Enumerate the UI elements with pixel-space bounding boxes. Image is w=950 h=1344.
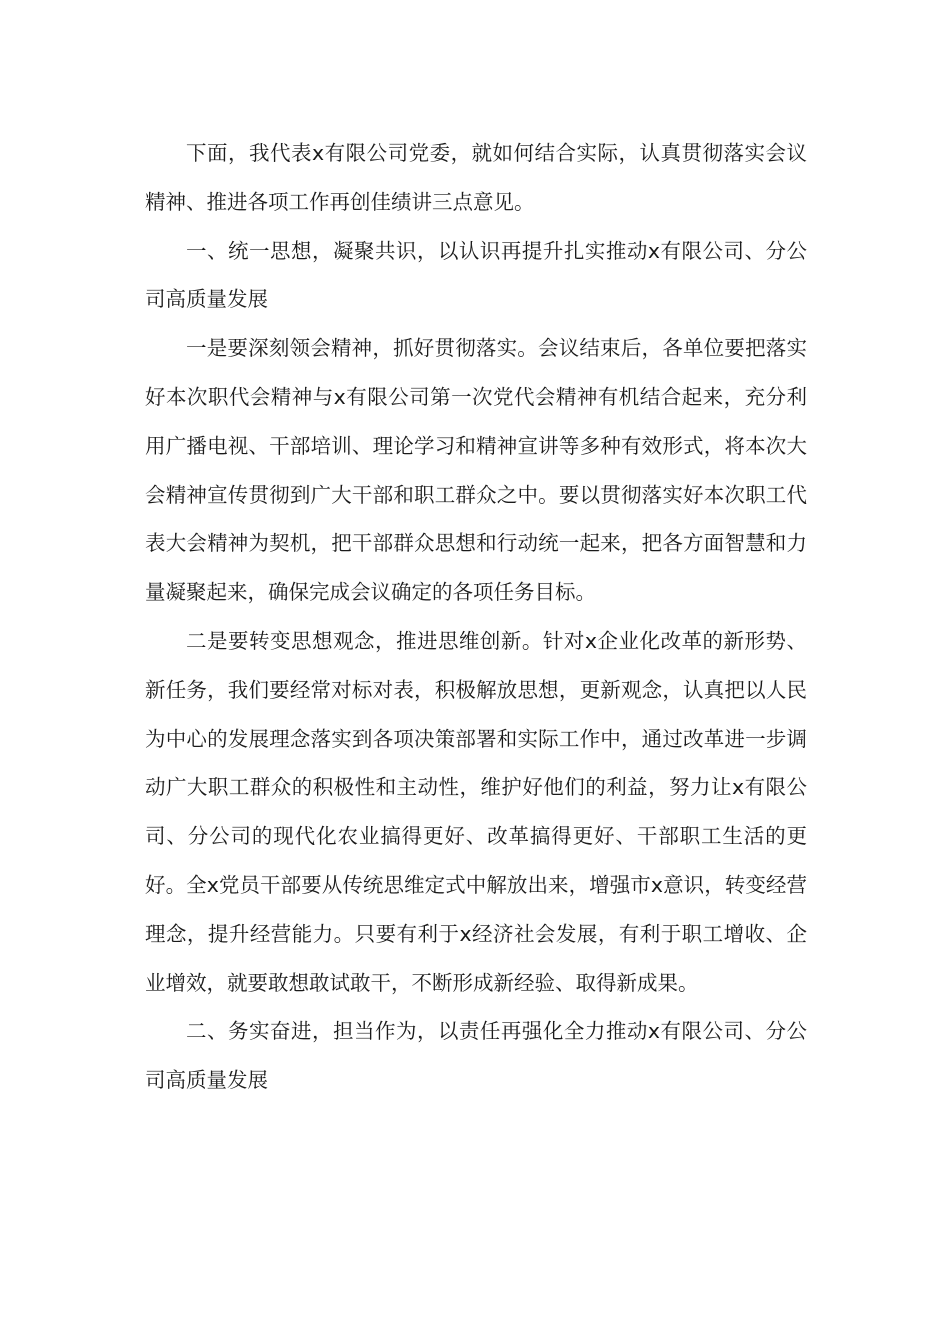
document-body xyxy=(145,129,807,1105)
intro-paragraph: 下面，我代表x有限公司党委，就如何结合实际，认真贯彻落实会议精神、推进各项工作再创佳绩讲三点意见。 xyxy=(145,141,807,214)
section-heading-two: 二、务实奋进，担当作为，以责任再强化全力推动x有限公司、分公司高质量发展 xyxy=(145,1019,807,1093)
point-two-paragraph: 二是要转变思想观念，推进思维创新。针对x企业化改革的新形势、新任务，我们要经常对标对表，积极解放思想，更新观念，认真把以人民为中心的发展理念落实到各项决策部署和实际工作中，通过改革进一步调动广大职工群众的积极性和主动性，维护好他们的利益，努力让x有限公司、分公司的现代化农业搞得更好、改革搞得更好、干部职工生活的更好。全x党员干部要从传统思维定式中解放出来，增强市x意识，转变经营理念，提升经营能力。只要有利于x经济社会发展，有利于职工增收、企业增效，就要敢想敢试敢干，不断形成新经验、取得新成果。 xyxy=(145,628,807,995)
section-heading-one: 一、统一思想，凝聚共识，以认识再提升扎实推动x有限公司、分公司高质量发展 xyxy=(145,238,807,312)
point-one-paragraph: 一是要深刻领会精神，抓好贯彻落实。会议结束后，各单位要把落实好本次职代会精神与x有限公司第一次党代会精神有机结合起来，充分利用广播电视、干部培训、理论学习和精神宣讲等多种有效形式，将本次大会精神宣传贯彻到广大干部和职工群众之中。要以贯彻落实好本次职工代表大会精神为契机，把干部群众思想和行动统一起来，把各方面智慧和力量凝聚起来，确保完成会议确定的各项任务目标。 xyxy=(145,336,807,605)
